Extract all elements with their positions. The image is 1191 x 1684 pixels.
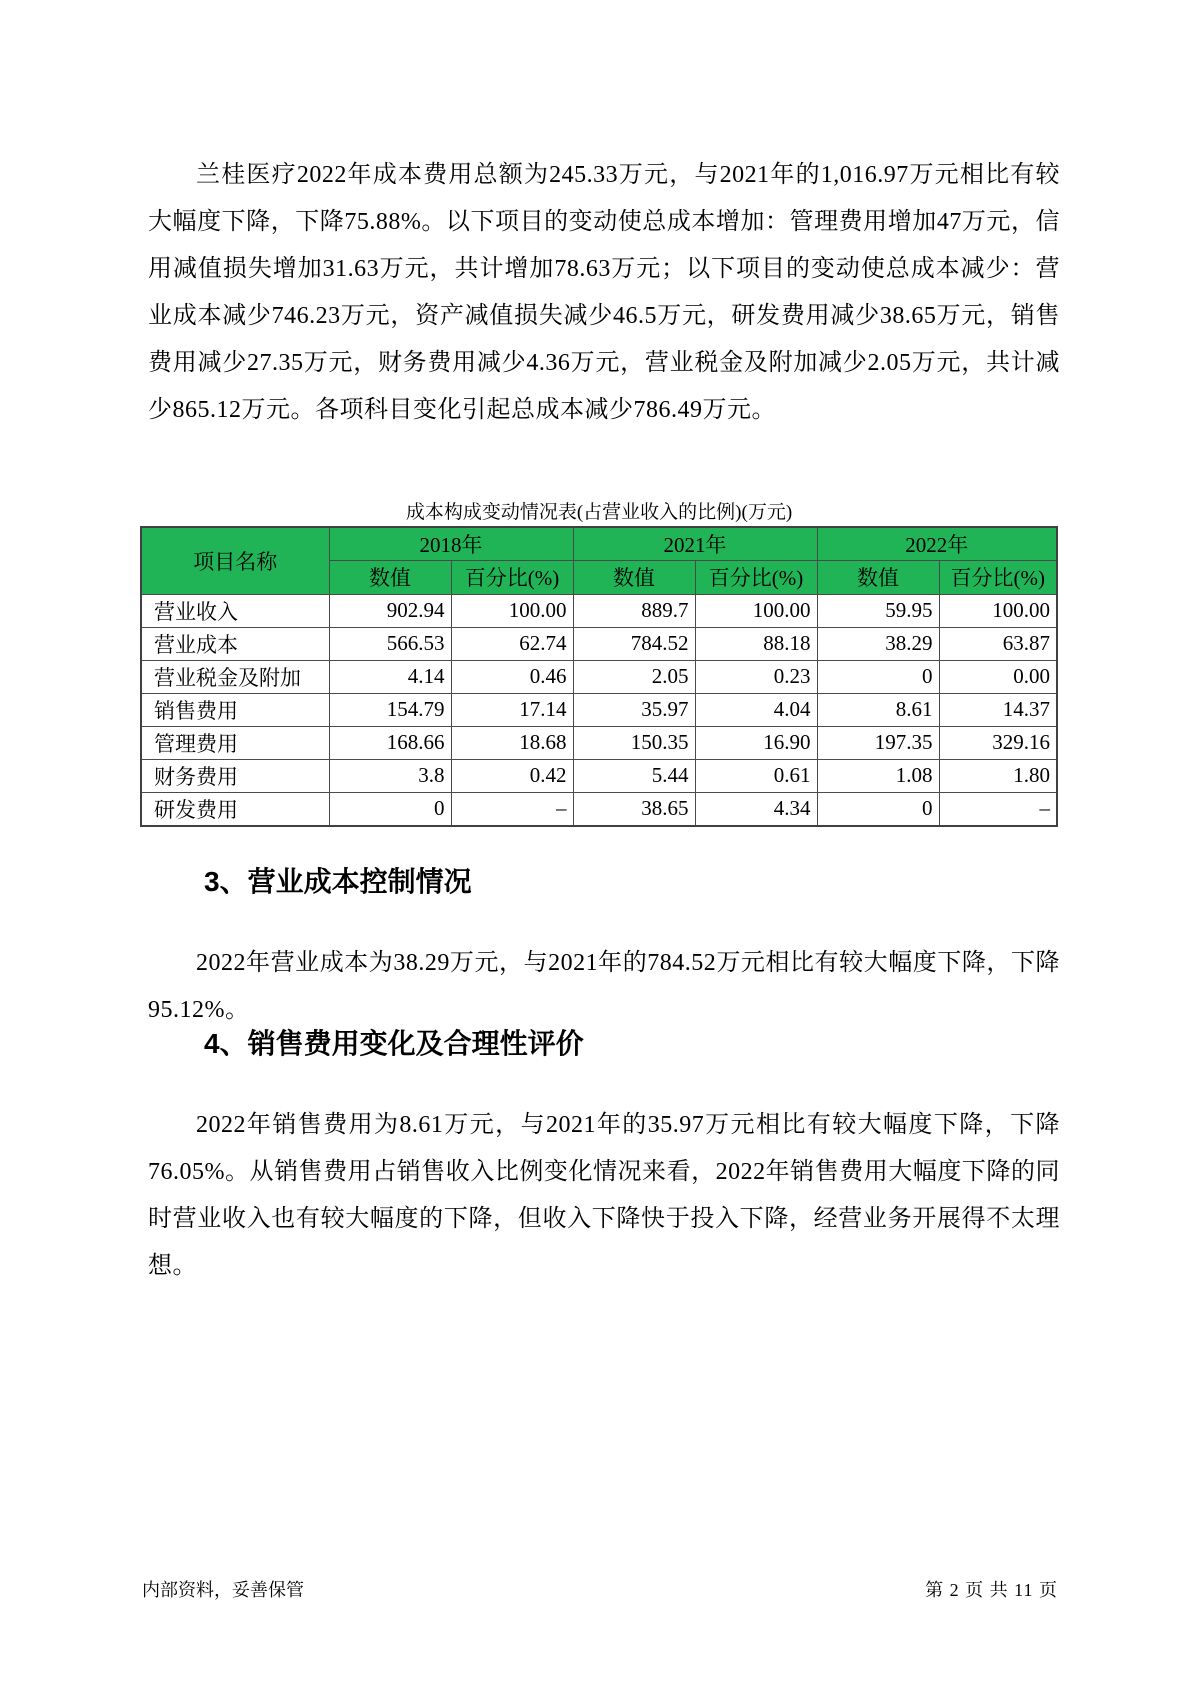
table-cell: 0.46 [451, 660, 573, 693]
page-number: 第 2 页 共 11 页 [925, 1580, 1058, 1600]
table-cell: 168.66 [329, 726, 451, 759]
table-row [141, 726, 1057, 759]
table-cell: 2.05 [573, 660, 695, 693]
row-label: 销售费用 [141, 693, 329, 726]
table-header-item: 项目名称 [141, 527, 329, 594]
cost-composition-table [140, 526, 1058, 827]
table-subheader-value-2022: 数值 [817, 560, 939, 594]
table-header-year-2022: 2022年 [817, 527, 1057, 560]
table-subheader-value-2021: 数值 [573, 560, 695, 594]
table-subheader-percent-2022: 百分比(%) [939, 560, 1057, 594]
table-cell: 35.97 [573, 693, 695, 726]
table-cell: 1.80 [939, 759, 1057, 792]
table-subheader-percent-2018: 百分比(%) [451, 560, 573, 594]
table-cell: 0.42 [451, 759, 573, 792]
table-row [141, 627, 1057, 660]
table-cell: 38.29 [817, 627, 939, 660]
table-cell: 150.35 [573, 726, 695, 759]
table-cell: 0 [817, 660, 939, 693]
table-cell: 902.94 [329, 594, 451, 627]
table-title: 成本构成变动情况表(占营业收入的比例)(万元) [405, 502, 793, 523]
table-cell: 14.37 [939, 693, 1057, 726]
table-cell: 0 [817, 792, 939, 826]
table-cell: 16.90 [695, 726, 817, 759]
row-label: 营业成本 [141, 627, 329, 660]
table-cell: 0.23 [695, 660, 817, 693]
table-cell: 4.34 [695, 792, 817, 826]
table-cell: 154.79 [329, 693, 451, 726]
table-cell: 1.08 [817, 759, 939, 792]
section-4-heading: 4、销售费用变化及合理性评价 [204, 1028, 584, 1059]
table-row [141, 594, 1057, 627]
table-cell: 38.65 [573, 792, 695, 826]
row-label: 管理费用 [141, 726, 329, 759]
table-cell: – [451, 792, 573, 826]
table-cell: 566.53 [329, 627, 451, 660]
table-cell: 889.7 [573, 594, 695, 627]
table-cell: 100.00 [939, 594, 1057, 627]
table-cell: 4.14 [329, 660, 451, 693]
table-subheader-percent-2021: 百分比(%) [695, 560, 817, 594]
table-cell: 17.14 [451, 693, 573, 726]
table-cell: 0 [329, 792, 451, 826]
table-row [141, 660, 1057, 693]
table-cell: 5.44 [573, 759, 695, 792]
row-label: 财务费用 [141, 759, 329, 792]
table-cell: 329.16 [939, 726, 1057, 759]
table-cell: – [939, 792, 1057, 826]
table-header-year-2021: 2021年 [573, 527, 817, 560]
table-cell: 197.35 [817, 726, 939, 759]
row-label: 研发费用 [141, 792, 329, 826]
section-4-paragraph: 2022年销售费用为8.61万元，与2021年的35.97万元相比有较大幅度下降，下降76.05%。从销售费用占销售收入比例变化情况来看，2022年销售费用大幅度下降的同时营业收入也有较大幅度的下降，但收入下降快于投入下降，经营业务开展得不太理想。 [148, 1112, 1060, 1279]
table-cell: 62.74 [451, 627, 573, 660]
section-3-heading: 3、营业成本控制情况 [204, 866, 472, 897]
table-cell: 0.00 [939, 660, 1057, 693]
page-footer [142, 1576, 1058, 1602]
row-label: 营业收入 [141, 594, 329, 627]
table-cell: 88.18 [695, 627, 817, 660]
table-cell: 63.87 [939, 627, 1057, 660]
table-cell: 100.00 [695, 594, 817, 627]
row-label: 营业税金及附加 [141, 660, 329, 693]
table-cell: 8.61 [817, 693, 939, 726]
section-3-paragraph: 2022年营业成本为38.29万元，与2021年的784.52万元相比有较大幅度下降，下降95.12%。 [148, 950, 1060, 1023]
table-cell: 0.61 [695, 759, 817, 792]
table-cell: 100.00 [451, 594, 573, 627]
table-cell: 4.04 [695, 693, 817, 726]
table-cell: 784.52 [573, 627, 695, 660]
table-cell: 3.8 [329, 759, 451, 792]
table-subheader-value-2018: 数值 [329, 560, 451, 594]
table-row [141, 693, 1057, 726]
table-header-year-2018: 2018年 [329, 527, 573, 560]
table-row [141, 792, 1057, 826]
table-cell: 59.95 [817, 594, 939, 627]
table-cell: 18.68 [451, 726, 573, 759]
table-row [141, 759, 1057, 792]
confidential-note: 内部资料，妥善保管 [142, 1580, 304, 1600]
cost-summary-paragraph: 兰桂医疗2022年成本费用总额为245.33万元，与2021年的1,016.97万元相比有较大幅度下降，下降75.88%。以下项目的变动使总成本增加：管理费用增加47万元，信用减值损失增加31.63万元，共计增加78.63万元；以下项目的变动使总成本减少：营业成本减少746.23万元，资产减值损失减少46.5万元，研发费用减少38.65万元，销售费用减少27.35万元，财务费用减少4.36万元，营业税金及附加减少2.05万元，共计减少865.12万元。各项科目变化引起总成本减少786.49万元。 [148, 162, 1060, 423]
